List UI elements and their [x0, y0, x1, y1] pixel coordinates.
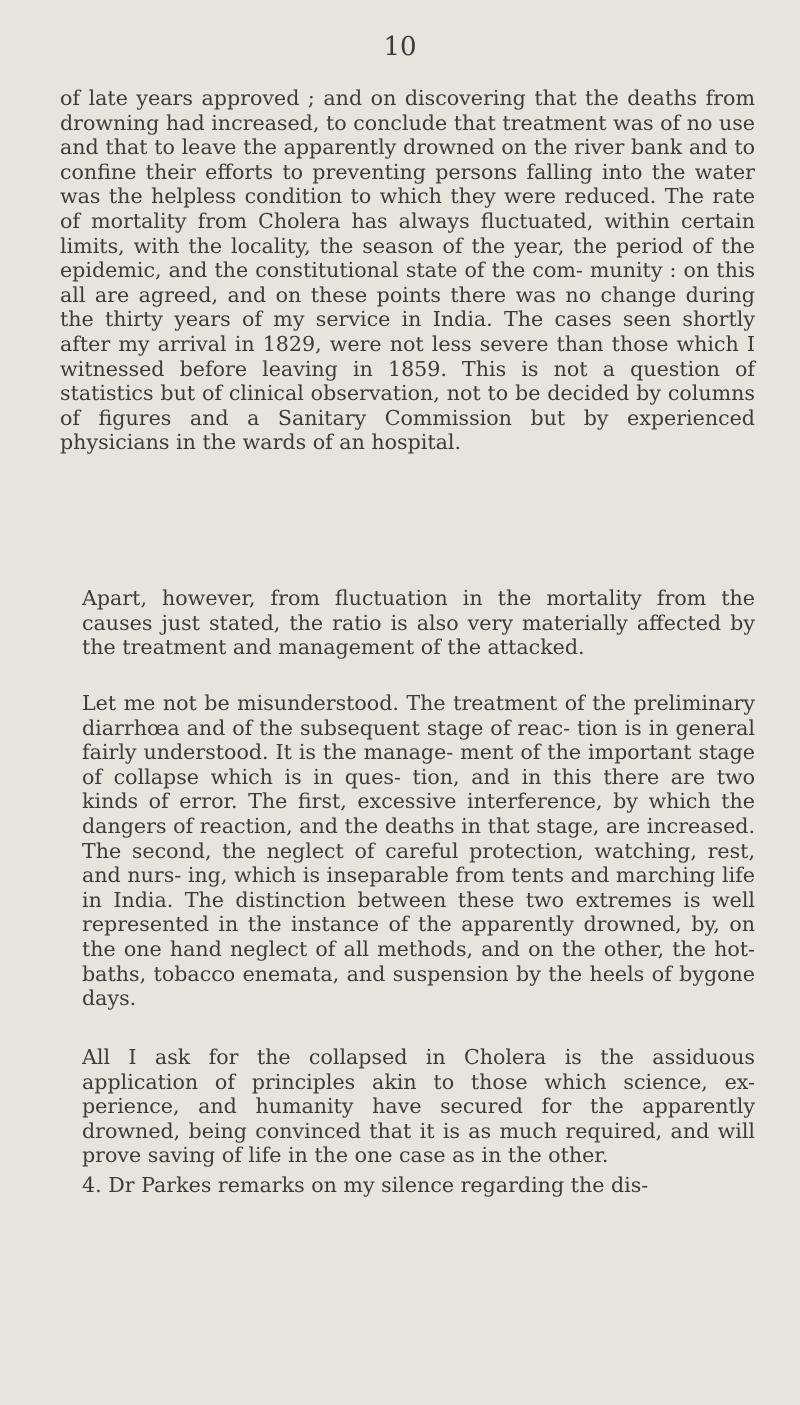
paragraph-4	[60, 1045, 755, 1168]
paragraph-5	[60, 1173, 755, 1198]
paragraph-text: Let me not be misunderstood. The treatment of the preliminary diarrhœa and of the subsequent stage of reac- tion is in general fairly understood. It is the manage- ment of the important stage of collapse which is in ques- tion, and in this there are two kinds of error. The first, excessive interference, by which the dangers of reaction, and the deaths in that stage, are increased. The second, the neglect of careful protection, watching, rest, and nurs- ing, which is inseparable from tents and marching life in India. The distinction between these two extremes is well represented in the instance of the apparently drowned, by, on the one hand neglect of all methods, and on the other, the hot-baths, tobacco enemata, and suspension by the heels of bygone days.	[82, 691, 755, 1011]
paragraph-text: All I ask for the collapsed in Cholera is the assiduous application of principles akin to those which science, ex- perience, and humanity have secured for the apparently drowned, being convinced that it is as much required, and will prove saving of life in the one case as in the other.	[82, 1045, 755, 1168]
paragraph-3	[60, 691, 755, 1011]
paragraph-text: of late years approved ; and on discovering that the deaths from drowning had increased, to conclude that treatment was of no use and that to leave the apparently drowned on the river bank and to confine their efforts to preventing persons falling into the water was the helpless condition to which they were reduced. The rate of mortality from Cholera has always fluctuated, within certain limits, with the locality, the season of the year, the period of the epidemic, and the constitutional state of the com- munity : on this all are agreed, and on these points there was no change during the thirty years of my service in India. The cases seen shortly after my arrival in 1829, were not less severe than those which I witnessed before leaving in 1859. This is not a question of statistics but of clinical observation, not to be decided by columns of figures and a Sanitary Commission but by experienced physicians in the wards of an hospital.	[60, 86, 755, 455]
paragraph-text: Apart, however, from fluctuation in the mortality from the causes just stated, the ratio is also very materially affected by the treatment and management of the attacked.	[82, 586, 755, 660]
paragraph-text: 4. Dr Parkes remarks on my silence regarding the dis-	[82, 1173, 649, 1197]
page-number: 10	[383, 32, 417, 62]
paragraph-1	[60, 86, 755, 455]
paragraph-2	[60, 586, 755, 660]
